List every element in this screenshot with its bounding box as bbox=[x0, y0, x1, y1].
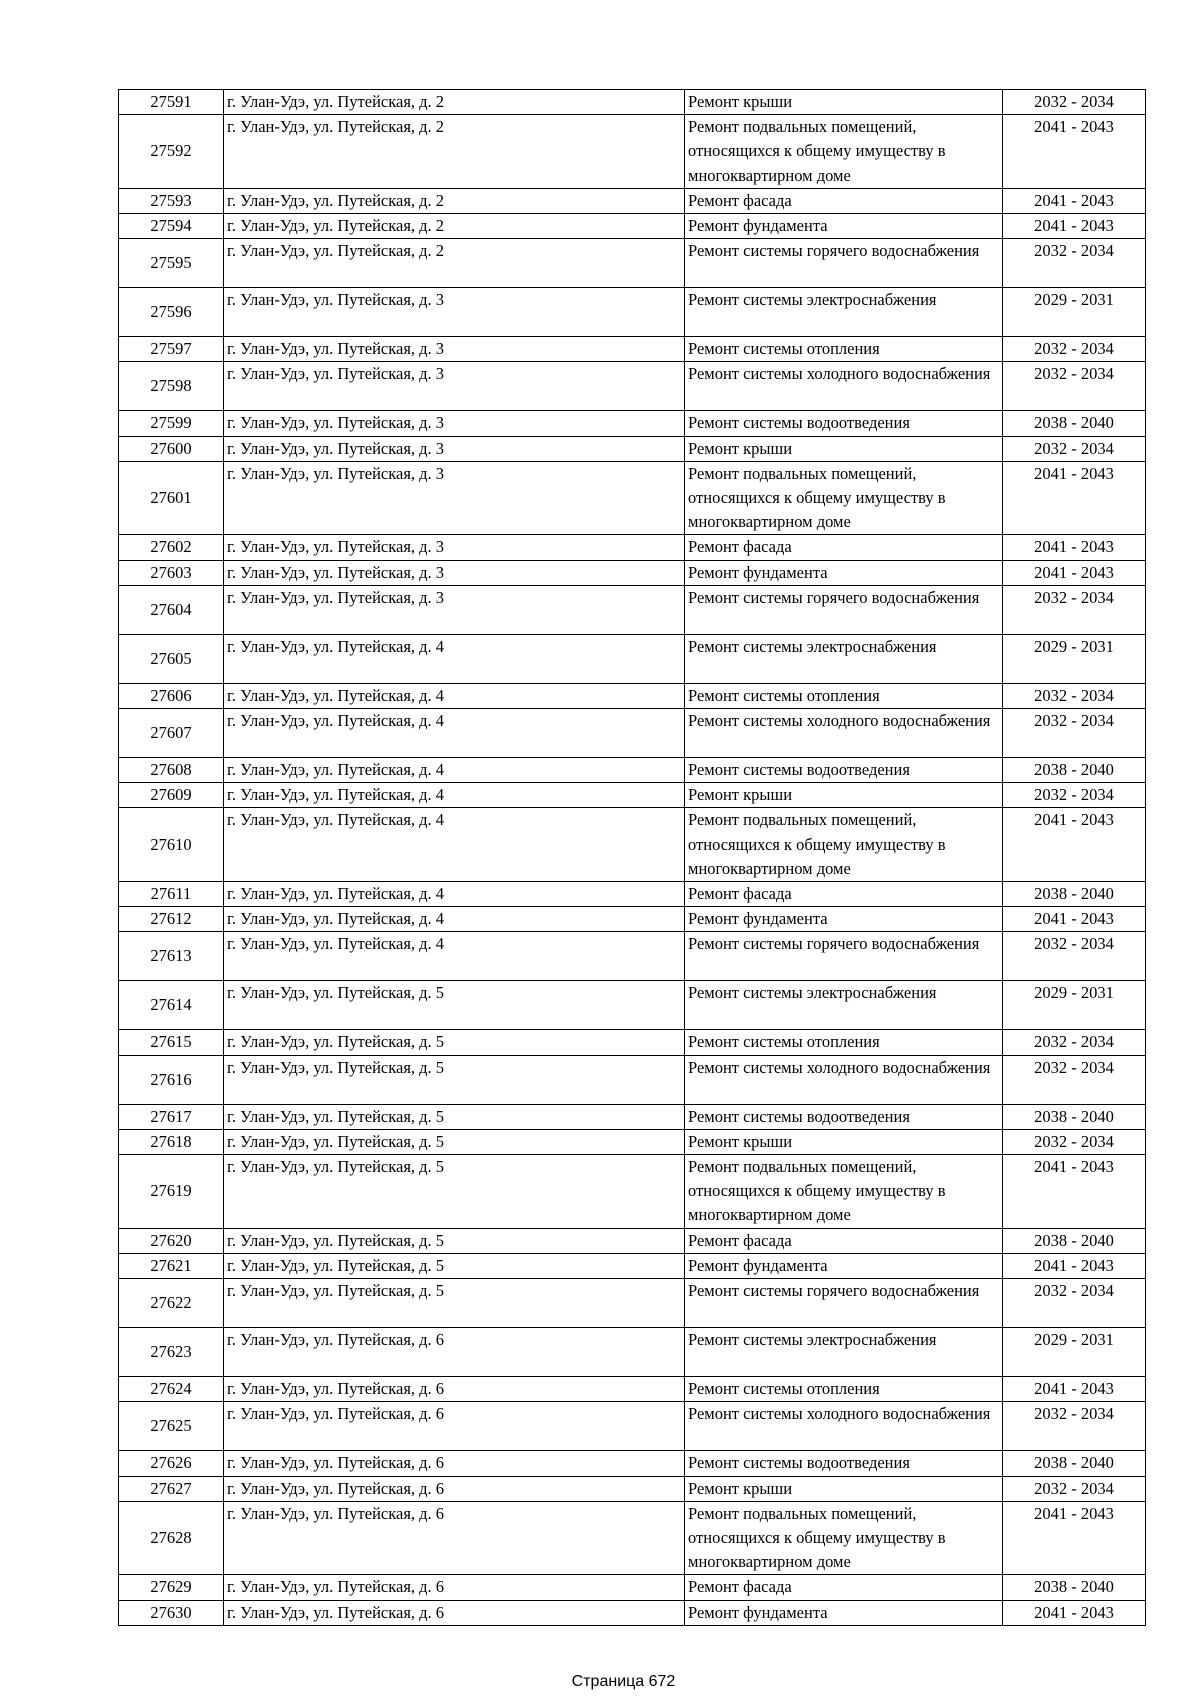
table-row bbox=[119, 1055, 1146, 1104]
row-address-cell: г. Улан-Удэ, ул. Путейская, д. 3 bbox=[224, 535, 685, 560]
row-work-type-cell: Ремонт системы водоотведения bbox=[685, 758, 1003, 783]
row-period-cell: 2038 - 2040 bbox=[1003, 882, 1146, 907]
row-period-cell: 2041 - 2043 bbox=[1003, 115, 1146, 189]
row-id-cell: 27630 bbox=[119, 1600, 224, 1625]
row-work-type-cell: Ремонт системы электроснабжения bbox=[685, 981, 1003, 1030]
row-id-cell: 27594 bbox=[119, 214, 224, 239]
row-id-cell: 27618 bbox=[119, 1129, 224, 1154]
row-period-cell: 2029 - 2031 bbox=[1003, 1328, 1146, 1377]
table-body bbox=[119, 90, 1146, 1626]
row-id-cell: 27614 bbox=[119, 981, 224, 1030]
row-id-cell: 27619 bbox=[119, 1155, 224, 1229]
row-period-cell: 2041 - 2043 bbox=[1003, 560, 1146, 585]
row-work-type-cell: Ремонт крыши bbox=[685, 1476, 1003, 1501]
table-row bbox=[119, 288, 1146, 337]
row-work-type-cell: Ремонт системы холодного водоснабжения bbox=[685, 709, 1003, 758]
row-work-type-cell: Ремонт системы отопления bbox=[685, 337, 1003, 362]
table-row bbox=[119, 1279, 1146, 1328]
table-row bbox=[119, 1155, 1146, 1229]
row-period-cell: 2041 - 2043 bbox=[1003, 535, 1146, 560]
row-address-cell: г. Улан-Удэ, ул. Путейская, д. 3 bbox=[224, 362, 685, 411]
row-period-cell: 2038 - 2040 bbox=[1003, 758, 1146, 783]
row-address-cell: г. Улан-Удэ, ул. Путейская, д. 6 bbox=[224, 1600, 685, 1625]
row-period-cell: 2032 - 2034 bbox=[1003, 783, 1146, 808]
row-work-type-cell: Ремонт подвальных помещений, относящихся к общему имуществу в многоквартирном доме bbox=[685, 1501, 1003, 1575]
row-work-type-cell: Ремонт системы холодного водоснабжения bbox=[685, 1055, 1003, 1104]
row-address-cell: г. Улан-Удэ, ул. Путейская, д. 5 bbox=[224, 1228, 685, 1253]
row-address-cell: г. Улан-Удэ, ул. Путейская, д. 4 bbox=[224, 634, 685, 683]
row-id-cell: 27613 bbox=[119, 932, 224, 981]
row-work-type-cell: Ремонт фасада bbox=[685, 1228, 1003, 1253]
table-row bbox=[119, 1600, 1146, 1625]
row-period-cell: 2041 - 2043 bbox=[1003, 214, 1146, 239]
row-address-cell: г. Улан-Удэ, ул. Путейская, д. 4 bbox=[224, 683, 685, 708]
row-address-cell: г. Улан-Удэ, ул. Путейская, д. 5 bbox=[224, 981, 685, 1030]
table-row bbox=[119, 362, 1146, 411]
row-id-cell: 27593 bbox=[119, 188, 224, 213]
table-row bbox=[119, 758, 1146, 783]
row-period-cell: 2038 - 2040 bbox=[1003, 1451, 1146, 1476]
row-period-cell: 2041 - 2043 bbox=[1003, 1377, 1146, 1402]
table-row bbox=[119, 1104, 1146, 1129]
row-id-cell: 27609 bbox=[119, 783, 224, 808]
row-id-cell: 27607 bbox=[119, 709, 224, 758]
row-address-cell: г. Улан-Удэ, ул. Путейская, д. 2 bbox=[224, 214, 685, 239]
row-period-cell: 2038 - 2040 bbox=[1003, 1228, 1146, 1253]
row-period-cell: 2032 - 2034 bbox=[1003, 1402, 1146, 1451]
row-work-type-cell: Ремонт подвальных помещений, относящихся к общему имуществу в многоквартирном доме bbox=[685, 1155, 1003, 1229]
row-id-cell: 27596 bbox=[119, 288, 224, 337]
row-period-cell: 2041 - 2043 bbox=[1003, 907, 1146, 932]
row-work-type-cell: Ремонт системы водоотведения bbox=[685, 411, 1003, 436]
row-work-type-cell: Ремонт системы электроснабжения bbox=[685, 288, 1003, 337]
table-row bbox=[119, 981, 1146, 1030]
row-work-type-cell: Ремонт фундамента bbox=[685, 1253, 1003, 1278]
row-period-cell: 2032 - 2034 bbox=[1003, 1030, 1146, 1055]
table-row bbox=[119, 683, 1146, 708]
table-row bbox=[119, 461, 1146, 535]
row-address-cell: г. Улан-Удэ, ул. Путейская, д. 6 bbox=[224, 1575, 685, 1600]
row-id-cell: 27602 bbox=[119, 535, 224, 560]
row-period-cell: 2032 - 2034 bbox=[1003, 1055, 1146, 1104]
row-id-cell: 27598 bbox=[119, 362, 224, 411]
row-id-cell: 27606 bbox=[119, 683, 224, 708]
row-period-cell: 2038 - 2040 bbox=[1003, 411, 1146, 436]
row-id-cell: 27626 bbox=[119, 1451, 224, 1476]
row-period-cell: 2032 - 2034 bbox=[1003, 362, 1146, 411]
table-row bbox=[119, 808, 1146, 882]
row-work-type-cell: Ремонт системы водоотведения bbox=[685, 1104, 1003, 1129]
row-address-cell: г. Улан-Удэ, ул. Путейская, д. 3 bbox=[224, 585, 685, 634]
row-period-cell: 2032 - 2034 bbox=[1003, 337, 1146, 362]
table-row bbox=[119, 932, 1146, 981]
row-work-type-cell: Ремонт фасада bbox=[685, 882, 1003, 907]
row-id-cell: 27622 bbox=[119, 1279, 224, 1328]
row-id-cell: 27621 bbox=[119, 1253, 224, 1278]
table-row bbox=[119, 337, 1146, 362]
table-row bbox=[119, 239, 1146, 288]
row-address-cell: г. Улан-Удэ, ул. Путейская, д. 6 bbox=[224, 1402, 685, 1451]
table-row bbox=[119, 1402, 1146, 1451]
row-work-type-cell: Ремонт крыши bbox=[685, 436, 1003, 461]
row-id-cell: 27624 bbox=[119, 1377, 224, 1402]
row-id-cell: 27616 bbox=[119, 1055, 224, 1104]
row-id-cell: 27604 bbox=[119, 585, 224, 634]
row-period-cell: 2041 - 2043 bbox=[1003, 1600, 1146, 1625]
row-work-type-cell: Ремонт системы холодного водоснабжения bbox=[685, 362, 1003, 411]
row-id-cell: 27610 bbox=[119, 808, 224, 882]
row-address-cell: г. Улан-Удэ, ул. Путейская, д. 5 bbox=[224, 1030, 685, 1055]
table-row bbox=[119, 1328, 1146, 1377]
row-id-cell: 27608 bbox=[119, 758, 224, 783]
row-work-type-cell: Ремонт крыши bbox=[685, 1129, 1003, 1154]
row-id-cell: 27628 bbox=[119, 1501, 224, 1575]
row-address-cell: г. Улан-Удэ, ул. Путейская, д. 3 bbox=[224, 461, 685, 535]
row-period-cell: 2032 - 2034 bbox=[1003, 709, 1146, 758]
row-address-cell: г. Улан-Удэ, ул. Путейская, д. 6 bbox=[224, 1476, 685, 1501]
row-work-type-cell: Ремонт фундамента bbox=[685, 1600, 1003, 1625]
row-address-cell: г. Улан-Удэ, ул. Путейская, д. 6 bbox=[224, 1377, 685, 1402]
row-address-cell: г. Улан-Удэ, ул. Путейская, д. 5 bbox=[224, 1129, 685, 1154]
row-work-type-cell: Ремонт фундамента bbox=[685, 907, 1003, 932]
row-work-type-cell: Ремонт системы водоотведения bbox=[685, 1451, 1003, 1476]
table-row bbox=[119, 436, 1146, 461]
row-address-cell: г. Улан-Удэ, ул. Путейская, д. 2 bbox=[224, 90, 685, 115]
row-address-cell: г. Улан-Удэ, ул. Путейская, д. 3 bbox=[224, 411, 685, 436]
row-period-cell: 2029 - 2031 bbox=[1003, 288, 1146, 337]
table-row bbox=[119, 1377, 1146, 1402]
row-address-cell: г. Улан-Удэ, ул. Путейская, д. 2 bbox=[224, 239, 685, 288]
row-period-cell: 2029 - 2031 bbox=[1003, 981, 1146, 1030]
row-id-cell: 27617 bbox=[119, 1104, 224, 1129]
row-id-cell: 27591 bbox=[119, 90, 224, 115]
row-work-type-cell: Ремонт крыши bbox=[685, 783, 1003, 808]
row-address-cell: г. Улан-Удэ, ул. Путейская, д. 3 bbox=[224, 560, 685, 585]
table-row bbox=[119, 882, 1146, 907]
row-id-cell: 27623 bbox=[119, 1328, 224, 1377]
row-id-cell: 27597 bbox=[119, 337, 224, 362]
row-address-cell: г. Улан-Удэ, ул. Путейская, д. 4 bbox=[224, 932, 685, 981]
row-address-cell: г. Улан-Удэ, ул. Путейская, д. 5 bbox=[224, 1253, 685, 1278]
row-id-cell: 27612 bbox=[119, 907, 224, 932]
row-period-cell: 2032 - 2034 bbox=[1003, 1129, 1146, 1154]
row-address-cell: г. Улан-Удэ, ул. Путейская, д. 6 bbox=[224, 1328, 685, 1377]
table-row bbox=[119, 535, 1146, 560]
row-period-cell: 2032 - 2034 bbox=[1003, 436, 1146, 461]
row-id-cell: 27595 bbox=[119, 239, 224, 288]
table-row bbox=[119, 783, 1146, 808]
row-period-cell: 2038 - 2040 bbox=[1003, 1104, 1146, 1129]
table-row bbox=[119, 560, 1146, 585]
row-work-type-cell: Ремонт фундамента bbox=[685, 560, 1003, 585]
row-period-cell: 2032 - 2034 bbox=[1003, 683, 1146, 708]
row-address-cell: г. Улан-Удэ, ул. Путейская, д. 6 bbox=[224, 1451, 685, 1476]
row-period-cell: 2032 - 2034 bbox=[1003, 1476, 1146, 1501]
row-id-cell: 27605 bbox=[119, 634, 224, 683]
row-period-cell: 2032 - 2034 bbox=[1003, 1279, 1146, 1328]
table-row bbox=[119, 1501, 1146, 1575]
row-work-type-cell: Ремонт крыши bbox=[685, 90, 1003, 115]
row-id-cell: 27599 bbox=[119, 411, 224, 436]
row-period-cell: 2041 - 2043 bbox=[1003, 1501, 1146, 1575]
row-period-cell: 2032 - 2034 bbox=[1003, 239, 1146, 288]
table-row bbox=[119, 634, 1146, 683]
row-work-type-cell: Ремонт фасада bbox=[685, 188, 1003, 213]
row-work-type-cell: Ремонт системы отопления bbox=[685, 1377, 1003, 1402]
row-work-type-cell: Ремонт системы холодного водоснабжения bbox=[685, 1402, 1003, 1451]
row-work-type-cell: Ремонт подвальных помещений, относящихся к общему имуществу в многоквартирном доме bbox=[685, 115, 1003, 189]
table-row bbox=[119, 1575, 1146, 1600]
row-work-type-cell: Ремонт системы отопления bbox=[685, 1030, 1003, 1055]
row-id-cell: 27601 bbox=[119, 461, 224, 535]
row-id-cell: 27603 bbox=[119, 560, 224, 585]
table-row bbox=[119, 90, 1146, 115]
table-row bbox=[119, 907, 1146, 932]
row-id-cell: 27600 bbox=[119, 436, 224, 461]
row-id-cell: 27629 bbox=[119, 1575, 224, 1600]
table-row bbox=[119, 1030, 1146, 1055]
table-row bbox=[119, 188, 1146, 213]
row-id-cell: 27592 bbox=[119, 115, 224, 189]
table-row bbox=[119, 411, 1146, 436]
row-work-type-cell: Ремонт системы горячего водоснабжения bbox=[685, 239, 1003, 288]
row-address-cell: г. Улан-Удэ, ул. Путейская, д. 4 bbox=[224, 808, 685, 882]
row-period-cell: 2041 - 2043 bbox=[1003, 1155, 1146, 1229]
table-row bbox=[119, 214, 1146, 239]
table-row bbox=[119, 1476, 1146, 1501]
row-id-cell: 27611 bbox=[119, 882, 224, 907]
row-address-cell: г. Улан-Удэ, ул. Путейская, д. 5 bbox=[224, 1055, 685, 1104]
row-id-cell: 27625 bbox=[119, 1402, 224, 1451]
row-work-type-cell: Ремонт фасада bbox=[685, 535, 1003, 560]
row-address-cell: г. Улан-Удэ, ул. Путейская, д. 4 bbox=[224, 907, 685, 932]
row-work-type-cell: Ремонт фундамента bbox=[685, 214, 1003, 239]
row-work-type-cell: Ремонт системы электроснабжения bbox=[685, 1328, 1003, 1377]
table-row bbox=[119, 1451, 1146, 1476]
row-id-cell: 27615 bbox=[119, 1030, 224, 1055]
table-row bbox=[119, 1228, 1146, 1253]
row-period-cell: 2029 - 2031 bbox=[1003, 634, 1146, 683]
row-period-cell: 2032 - 2034 bbox=[1003, 932, 1146, 981]
row-work-type-cell: Ремонт системы горячего водоснабжения bbox=[685, 932, 1003, 981]
row-id-cell: 27627 bbox=[119, 1476, 224, 1501]
table-row bbox=[119, 709, 1146, 758]
row-address-cell: г. Улан-Удэ, ул. Путейская, д. 2 bbox=[224, 188, 685, 213]
row-work-type-cell: Ремонт системы электроснабжения bbox=[685, 634, 1003, 683]
row-work-type-cell: Ремонт системы отопления bbox=[685, 683, 1003, 708]
row-period-cell: 2041 - 2043 bbox=[1003, 1253, 1146, 1278]
row-address-cell: г. Улан-Удэ, ул. Путейская, д. 4 bbox=[224, 709, 685, 758]
row-work-type-cell: Ремонт системы горячего водоснабжения bbox=[685, 585, 1003, 634]
row-work-type-cell: Ремонт системы горячего водоснабжения bbox=[685, 1279, 1003, 1328]
row-period-cell: 2041 - 2043 bbox=[1003, 461, 1146, 535]
table-row bbox=[119, 1129, 1146, 1154]
table-row bbox=[119, 115, 1146, 189]
row-address-cell: г. Улан-Удэ, ул. Путейская, д. 5 bbox=[224, 1279, 685, 1328]
row-address-cell: г. Улан-Удэ, ул. Путейская, д. 3 bbox=[224, 436, 685, 461]
row-period-cell: 2041 - 2043 bbox=[1003, 188, 1146, 213]
row-period-cell: 2041 - 2043 bbox=[1003, 808, 1146, 882]
row-address-cell: г. Улан-Удэ, ул. Путейская, д. 3 bbox=[224, 288, 685, 337]
table-row bbox=[119, 1253, 1146, 1278]
row-work-type-cell: Ремонт фасада bbox=[685, 1575, 1003, 1600]
row-address-cell: г. Улан-Удэ, ул. Путейская, д. 5 bbox=[224, 1104, 685, 1129]
row-period-cell: 2038 - 2040 bbox=[1003, 1575, 1146, 1600]
row-address-cell: г. Улан-Удэ, ул. Путейская, д. 4 bbox=[224, 882, 685, 907]
row-id-cell: 27620 bbox=[119, 1228, 224, 1253]
row-period-cell: 2032 - 2034 bbox=[1003, 90, 1146, 115]
row-work-type-cell: Ремонт подвальных помещений, относящихся к общему имуществу в многоквартирном доме bbox=[685, 461, 1003, 535]
row-address-cell: г. Улан-Удэ, ул. Путейская, д. 5 bbox=[224, 1155, 685, 1229]
table-row bbox=[119, 585, 1146, 634]
row-address-cell: г. Улан-Удэ, ул. Путейская, д. 3 bbox=[224, 337, 685, 362]
row-address-cell: г. Улан-Удэ, ул. Путейская, д. 6 bbox=[224, 1501, 685, 1575]
row-address-cell: г. Улан-Удэ, ул. Путейская, д. 4 bbox=[224, 783, 685, 808]
row-address-cell: г. Улан-Удэ, ул. Путейская, д. 2 bbox=[224, 115, 685, 189]
repair-schedule-table bbox=[118, 89, 1146, 1626]
row-address-cell: г. Улан-Удэ, ул. Путейская, д. 4 bbox=[224, 758, 685, 783]
row-work-type-cell: Ремонт подвальных помещений, относящихся к общему имуществу в многоквартирном доме bbox=[685, 808, 1003, 882]
page-number: Страница 672 bbox=[571, 1673, 676, 1690]
row-period-cell: 2032 - 2034 bbox=[1003, 585, 1146, 634]
